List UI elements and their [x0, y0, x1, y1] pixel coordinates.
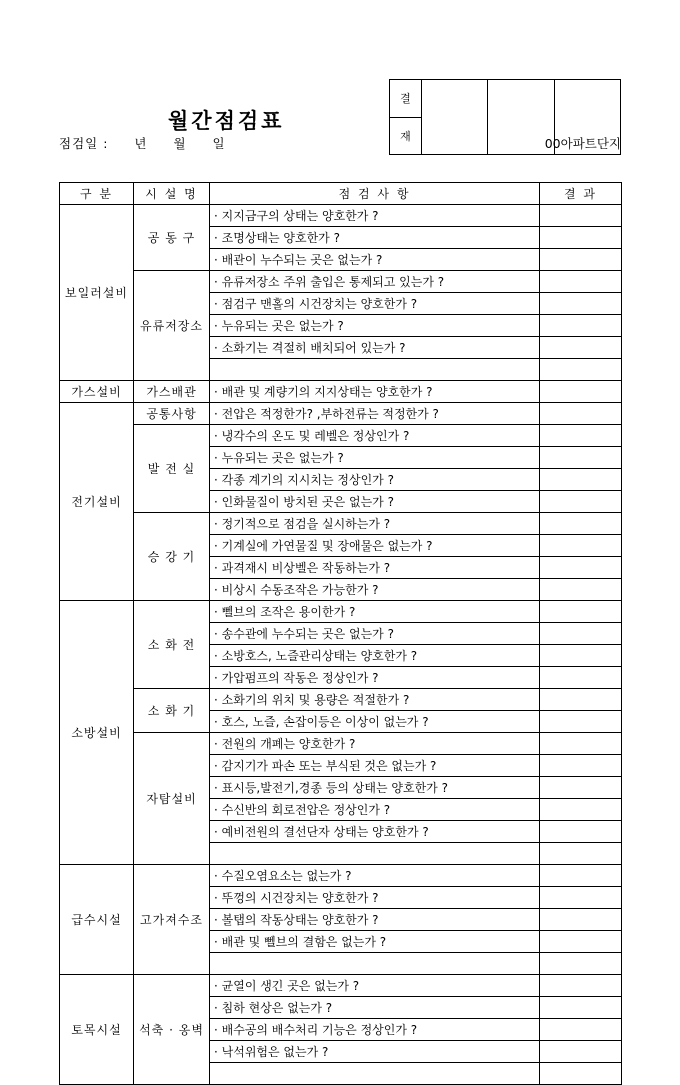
cell-result[interactable]: [540, 755, 622, 777]
approval-label-2: 재: [400, 129, 411, 143]
cell-inspection-item: · 유류저장소 주위 출입은 통제되고 있는가 ?: [210, 271, 540, 293]
cell-result[interactable]: [540, 513, 622, 535]
cell-inspection-item: · 점검구 맨홀의 시건장치는 양호한가 ?: [210, 293, 540, 315]
column-header-facility: 시 설 명: [134, 183, 210, 205]
cell-inspection-item: [210, 843, 540, 865]
cell-inspection-item: · 인화물질이 방치된 곳은 없는가 ?: [210, 491, 540, 513]
cell-inspection-item: · 냉각수의 온도 및 레벨은 정상인가 ?: [210, 425, 540, 447]
cell-inspection-item: · 뚜껑의 시건장치는 양호한가 ?: [210, 887, 540, 909]
cell-result[interactable]: [540, 337, 622, 359]
cell-result[interactable]: [540, 403, 622, 425]
cell-result[interactable]: [540, 491, 622, 513]
cell-category: 보일러설비: [60, 205, 134, 381]
cell-result[interactable]: [540, 733, 622, 755]
cell-facility: 승 강 기: [134, 513, 210, 601]
table-header-row: [60, 183, 622, 205]
inspection-date-month[interactable]: 월: [173, 136, 187, 151]
cell-facility: 고가져수조: [134, 865, 210, 975]
cell-result[interactable]: [540, 579, 622, 601]
cell-result[interactable]: [540, 667, 622, 689]
cell-inspection-item: · 침하 현상은 없는가 ?: [210, 997, 540, 1019]
cell-inspection-item: · 뻴브의 조작은 용이한가 ?: [210, 601, 540, 623]
cell-result[interactable]: [540, 205, 622, 227]
table-header: [60, 183, 622, 205]
column-header-item: 점 검 사 항: [210, 183, 540, 205]
cell-facility: 소 화 기: [134, 689, 210, 733]
table-row: [60, 205, 622, 227]
table-row: [60, 271, 622, 293]
cell-facility: 공 동 구: [134, 205, 210, 271]
cell-result[interactable]: [540, 711, 622, 733]
cell-inspection-item: · 조명상태는 양호한가 ?: [210, 227, 540, 249]
cell-result[interactable]: [540, 315, 622, 337]
table-row: [60, 975, 622, 997]
cell-result[interactable]: [540, 931, 622, 953]
cell-inspection-item: · 예비전원의 결선단자 상태는 양호한가 ?: [210, 821, 540, 843]
cell-inspection-item: · 낙석위험은 없는가 ?: [210, 1041, 540, 1063]
table-row: [60, 513, 622, 535]
cell-inspection-item: · 누유되는 곳은 없는가 ?: [210, 447, 540, 469]
cell-inspection-item: · 기계실에 가연물질 및 장애물은 없는가 ?: [210, 535, 540, 557]
cell-inspection-item: · 배수공의 배수처리 기능은 정상인가 ?: [210, 1019, 540, 1041]
cell-inspection-item: · 배관 및 뻴브의 결함은 없는가 ?: [210, 931, 540, 953]
cell-inspection-item: · 소화기의 위치 및 용량은 적절한가 ?: [210, 689, 540, 711]
cell-result[interactable]: [540, 249, 622, 271]
cell-result[interactable]: [540, 381, 622, 403]
inspection-date-year[interactable]: 년: [134, 136, 148, 151]
cell-result[interactable]: [540, 271, 622, 293]
cell-category: 전기설비: [60, 403, 134, 601]
cell-result[interactable]: [540, 777, 622, 799]
cell-result[interactable]: [540, 601, 622, 623]
cell-inspection-item: · 수질오염요소는 없는가 ?: [210, 865, 540, 887]
cell-category: 소방설비: [60, 601, 134, 865]
cell-inspection-item: · 가압펌프의 작동은 정상인가 ?: [210, 667, 540, 689]
cell-result[interactable]: [540, 689, 622, 711]
cell-facility: 발 전 실: [134, 425, 210, 513]
approval-label-1: 결: [390, 80, 421, 118]
table-row: [60, 689, 622, 711]
cell-inspection-item: · 소화기는 격절히 배치되어 있는가 ?: [210, 337, 540, 359]
cell-result[interactable]: [540, 865, 622, 887]
cell-inspection-item: · 배관이 누수되는 곳은 없는가 ?: [210, 249, 540, 271]
inspection-date-line: [59, 134, 226, 152]
cell-facility: 자탐설비: [134, 733, 210, 865]
cell-inspection-item: · 누유되는 곳은 없는가 ?: [210, 315, 540, 337]
cell-inspection-item: · 감지기가 파손 또는 부식된 것은 없는가 ?: [210, 755, 540, 777]
cell-result[interactable]: [540, 447, 622, 469]
inspection-date-day[interactable]: 일: [212, 136, 226, 151]
cell-inspection-item: · 배관 및 계량기의 지지상태는 양호한가 ?: [210, 381, 540, 403]
table-row: [60, 403, 622, 425]
table-row: [60, 601, 622, 623]
table-row: [60, 425, 622, 447]
cell-inspection-item: · 과격재시 비상벨은 작동하는가 ?: [210, 557, 540, 579]
table-body: [60, 205, 622, 1085]
cell-result[interactable]: [540, 359, 622, 381]
meta-line: [0, 134, 680, 156]
cell-result[interactable]: [540, 227, 622, 249]
cell-result[interactable]: [540, 1041, 622, 1063]
cell-result[interactable]: [540, 799, 622, 821]
cell-inspection-item: [210, 359, 540, 381]
inspection-date-label: 점검일 :: [59, 136, 109, 151]
cell-inspection-item: [210, 953, 540, 975]
cell-category: 급수시설: [60, 865, 134, 975]
cell-inspection-item: · 전원의 개폐는 양호한가 ?: [210, 733, 540, 755]
cell-result[interactable]: [540, 887, 622, 909]
cell-inspection-item: · 볼탭의 작동상태는 양호한가 ?: [210, 909, 540, 931]
column-header-result: 결 과: [540, 183, 622, 205]
cell-result[interactable]: [540, 975, 622, 997]
cell-result[interactable]: [540, 623, 622, 645]
cell-inspection-item: · 호스, 노즐, 손잡이등은 이상이 없는가 ?: [210, 711, 540, 733]
cell-facility: 공통사항: [134, 403, 210, 425]
inspection-table: [59, 182, 622, 1085]
cell-category: 토목시설: [60, 975, 134, 1085]
header-zone: [0, 0, 680, 143]
cell-category: 가스설비: [60, 381, 134, 403]
cell-result[interactable]: [540, 645, 622, 667]
cell-facility: 가스배관: [134, 381, 210, 403]
page-title: 월간점검표: [168, 109, 285, 133]
complex-name: 00아파트단지: [544, 136, 621, 151]
cell-inspection-item: [210, 1063, 540, 1085]
cell-inspection-item: · 수신반의 회로전압은 정상인가 ?: [210, 799, 540, 821]
cell-facility: 유류저장소: [134, 271, 210, 381]
table-row: [60, 381, 622, 403]
table-row: [60, 865, 622, 887]
cell-result[interactable]: [540, 997, 622, 1019]
cell-inspection-item: · 각종 계기의 지시치는 정상인가 ?: [210, 469, 540, 491]
cell-result[interactable]: [540, 821, 622, 843]
cell-facility: 소 화 전: [134, 601, 210, 689]
cell-result[interactable]: [540, 557, 622, 579]
cell-inspection-item: · 지지금구의 상태는 양호한가 ?: [210, 205, 540, 227]
cell-result[interactable]: [540, 1019, 622, 1041]
cell-result[interactable]: [540, 425, 622, 447]
cell-inspection-item: · 정기적으로 점검을 실시하는가 ?: [210, 513, 540, 535]
cell-inspection-item: · 비상시 수동조작은 가능한가 ?: [210, 579, 540, 601]
column-header-category: 구 분: [60, 183, 134, 205]
cell-result[interactable]: [540, 1063, 622, 1085]
cell-result[interactable]: [540, 909, 622, 931]
table-row: [60, 733, 622, 755]
cell-facility: 석축 · 옹벽: [134, 975, 210, 1085]
cell-result[interactable]: [540, 293, 622, 315]
cell-inspection-item: · 송수관에 누수되는 곳은 없는가 ?: [210, 623, 540, 645]
cell-inspection-item: · 표시등,발전기,경종 등의 상태는 양호한가 ?: [210, 777, 540, 799]
cell-inspection-item: · 전압은 적정한가? ,부하전류는 적정한가 ?: [210, 403, 540, 425]
cell-inspection-item: · 균열이 생긴 곳은 없는가 ?: [210, 975, 540, 997]
cell-inspection-item: · 소방호스, 노즐관리상태는 양호한가 ?: [210, 645, 540, 667]
cell-result[interactable]: [540, 535, 622, 557]
cell-result[interactable]: [540, 953, 622, 975]
cell-result[interactable]: [540, 469, 622, 491]
cell-result[interactable]: [540, 843, 622, 865]
